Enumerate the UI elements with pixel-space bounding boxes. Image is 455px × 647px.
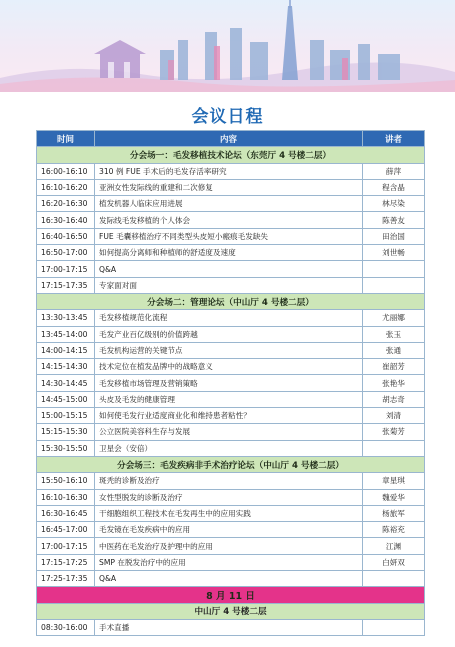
page-title: 会议日程: [191, 107, 264, 127]
session-time: 17:15-17:25: [37, 554, 95, 570]
table-row: [37, 424, 425, 440]
session-time: 16:20-16:30: [37, 196, 95, 212]
table-row: [37, 554, 425, 570]
session-time: 16:10-16:30: [37, 489, 95, 505]
session-topic: 亚洲女性发际线的重建和二次修复: [95, 179, 363, 195]
session-topic: SMP 在脱发治疗中的应用: [95, 554, 363, 570]
session-speaker: [363, 571, 425, 587]
session-speaker: 胡志奇: [363, 391, 425, 407]
schedule-body: [37, 147, 425, 636]
section-title: 分会场三：毛发疾病非手术治疗论坛（中山厅 4 号楼二层）: [37, 456, 425, 472]
session-speaker: 张菊芳: [363, 424, 425, 440]
table-row: [37, 277, 425, 293]
session-topic: 手术直播: [95, 619, 363, 635]
session-speaker: 程含晶: [363, 179, 425, 195]
section-title: 分会场一：毛发移植技术论坛（东莞厅 4 号楼二层）: [37, 147, 425, 163]
session-speaker: 崔韶芳: [363, 359, 425, 375]
session-time: 14:00-14:15: [37, 342, 95, 358]
venue-row: [37, 603, 425, 619]
schedule-table: [36, 130, 425, 636]
table-row: [37, 163, 425, 179]
session-speaker: [363, 277, 425, 293]
table-row: [37, 342, 425, 358]
table-row: [37, 196, 425, 212]
session-time: 17:15-17:35: [37, 277, 95, 293]
session-topic: 中医药在毛发治疗及护理中的应用: [95, 538, 363, 554]
session-topic: 毛发镜在毛发疾病中的应用: [95, 522, 363, 538]
session-time: 15:50-16:10: [37, 473, 95, 489]
session-time: 15:30-15:50: [37, 440, 95, 456]
session-time: 14:45-15:00: [37, 391, 95, 407]
session-time: 17:00-17:15: [37, 538, 95, 554]
city-skyline-illustration: [0, 0, 455, 92]
table-row: [37, 375, 425, 391]
date-row: [37, 587, 425, 603]
session-speaker: 刘世畅: [363, 245, 425, 261]
session-speaker: 白妍双: [363, 554, 425, 570]
session-time: 14:15-14:30: [37, 359, 95, 375]
session-topic: 毛发机构运营的关键节点: [95, 342, 363, 358]
session-time: 08:30-16:00: [37, 619, 95, 635]
session-speaker: 薛萍: [363, 163, 425, 179]
session-speaker: [363, 619, 425, 635]
day2-venue: 中山厅 4 号楼二层: [37, 603, 425, 619]
table-row: [37, 489, 425, 505]
session-topic: 女性型脱发的诊断及治疗: [95, 489, 363, 505]
table-row: [37, 261, 425, 277]
table-row: [37, 228, 425, 244]
session-time: 15:00-15:15: [37, 408, 95, 424]
session-time: 16:40-16:50: [37, 228, 95, 244]
session-topic: 斑秃的诊断及治疗: [95, 473, 363, 489]
session-topic: 专家面对面: [95, 277, 363, 293]
session-topic: Q&A: [95, 571, 363, 587]
session-topic: 干细胞组织工程技术在毛发再生中的应用实践: [95, 505, 363, 521]
session-speaker: 章星琪: [363, 473, 425, 489]
session-speaker: 张艳华: [363, 375, 425, 391]
session-speaker: 陈裕充: [363, 522, 425, 538]
session-time: 13:30-13:45: [37, 310, 95, 326]
session-speaker: 张玉: [363, 326, 425, 342]
session-speaker: 尤丽娜: [363, 310, 425, 326]
session-speaker: 刘清: [363, 408, 425, 424]
session-speaker: 魏爱华: [363, 489, 425, 505]
table-row: [37, 326, 425, 342]
session-time: 14:30-14:45: [37, 375, 95, 391]
table-row: [37, 522, 425, 538]
session-topic: 310 例 FUE 手术后的毛发存活率研究: [95, 163, 363, 179]
section-header-row: [37, 293, 425, 309]
session-time: 16:50-17:00: [37, 245, 95, 261]
session-time: 16:00-16:10: [37, 163, 95, 179]
header-time: 时间: [37, 131, 95, 147]
session-time: 16:45-17:00: [37, 522, 95, 538]
session-speaker: 杨旅军: [363, 505, 425, 521]
session-topic: 公立医院美容科生存与发展: [95, 424, 363, 440]
table-row: [37, 538, 425, 554]
session-topic: 卫星会（安倍）: [95, 440, 363, 456]
session-topic: 毛发产业百亿级别的价值跨越: [95, 326, 363, 342]
table-row: [37, 440, 425, 456]
table-row: [37, 408, 425, 424]
table-row: [37, 245, 425, 261]
header-content: 内容: [95, 131, 363, 147]
session-speaker: 林尽染: [363, 196, 425, 212]
table-row: [37, 619, 425, 635]
session-topic: 发际线毛发移植的个人体会: [95, 212, 363, 228]
session-speaker: 张通: [363, 342, 425, 358]
table-row: [37, 310, 425, 326]
table-row: [37, 359, 425, 375]
session-topic: 毛发移植市场管理及营销策略: [95, 375, 363, 391]
table-header-row: [37, 131, 425, 147]
table-row: [37, 212, 425, 228]
session-topic: Q&A: [95, 261, 363, 277]
table-row: [37, 391, 425, 407]
session-speaker: 田治国: [363, 228, 425, 244]
table-row: [37, 473, 425, 489]
session-time: 16:30-16:40: [37, 212, 95, 228]
session-topic: 头皮及毛发的健康管理: [95, 391, 363, 407]
session-speaker: [363, 261, 425, 277]
session-topic: 毛发移植规范化流程: [95, 310, 363, 326]
session-speaker: [363, 440, 425, 456]
session-topic: 植发机器人临床应用进展: [95, 196, 363, 212]
session-time: 16:10-16:20: [37, 179, 95, 195]
table-row: [37, 179, 425, 195]
session-topic: 技术定位在植发品牌中的战略意义: [95, 359, 363, 375]
session-topic: 如何提高分离师和种植师的舒适度及速度: [95, 245, 363, 261]
session-time: 16:30-16:45: [37, 505, 95, 521]
session-topic: FUE 毛囊移植治疗不同类型头皮短小瘢痕毛发缺失: [95, 228, 363, 244]
table-row: [37, 505, 425, 521]
section-header-row: [37, 456, 425, 472]
session-speaker: 陈善友: [363, 212, 425, 228]
session-topic: 如何使毛发行业适度商业化和维持患者粘性？: [95, 408, 363, 424]
session-speaker: 江渊: [363, 538, 425, 554]
session-time: 17:00-17:15: [37, 261, 95, 277]
session-time: 17:25-17:35: [37, 571, 95, 587]
section-title: 分会场二：管理论坛（中山厅 4 号楼二层）: [37, 293, 425, 309]
table-row: [37, 571, 425, 587]
session-time: 13:45-14:00: [37, 326, 95, 342]
header-speaker: 讲者: [363, 131, 425, 147]
header-banner: [0, 0, 455, 92]
session-time: 15:15-15:30: [37, 424, 95, 440]
section-header-row: [37, 147, 425, 163]
day2-date: 8 月 11 日: [37, 587, 425, 603]
